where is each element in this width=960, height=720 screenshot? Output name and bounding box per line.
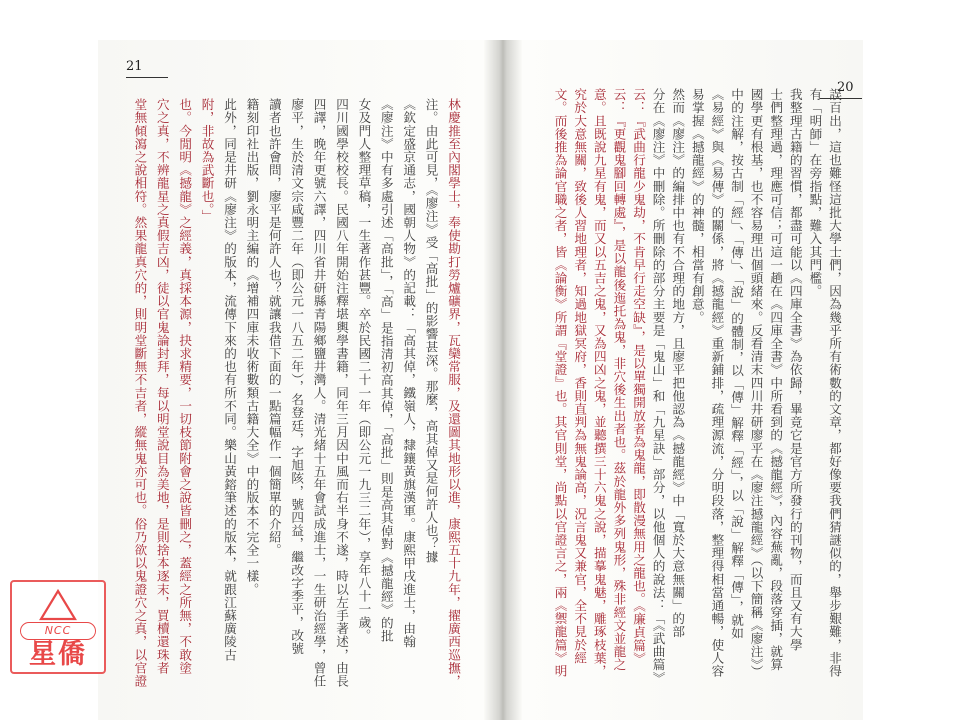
text-column: 國學更有根基，也不容易理出個頭緒來。反看清末四川井研廖平在《廖注撼龍經》（以下簡稱《廖注》）	[748, 88, 764, 678]
text-column: 《易經》與《易傳》的關係，將《撼龍經》重新鋪排，疏理源流，分明段落，整理得相當通暢，使人容	[709, 88, 725, 678]
text-column: 讀者也許會問，廖平是何許人也？就讓我借下面的一點篇幅作一個簡單的介紹。	[266, 98, 282, 557]
book-spread	[98, 40, 863, 720]
text-column: 女及門人整理草稿，一生著作甚豐。卒於民國二十一年（即公元一九三二年），享年八十一歲。	[356, 98, 372, 642]
text-column: 意。且既說九星有鬼，而又以五吉之鬼，又為四凶之鬼，並聽撰三十六鬼之說，描摹鬼魅，雕琢枝葉，	[591, 88, 607, 678]
page-number-left: 21	[126, 59, 143, 74]
text-column: 《欽定盛京通志，國朝人物》的記載：「高其倬，鐵嶺人，隸鑲黃旗漢軍。康熙甲戌進士，由翰	[401, 98, 417, 649]
text-column: 堂無傾瀉之說相符。然果龍真穴的，則明堂斷無不吉者，縱無鬼亦可也。俗乃欲以鬼證穴之真，以官證	[132, 98, 148, 688]
page-number-right: 20	[837, 80, 854, 95]
triangle-logo-icon	[38, 588, 78, 622]
text-column: 注。由此可見，《廖注》受「高批」的影響甚深。那麼，高其倬又是何許人也？據	[423, 98, 439, 564]
book-gutter	[484, 40, 522, 720]
left-page	[98, 40, 484, 720]
text-column: 籍刻印社出版，劉永明主編的《增補四庫未收術數類古籍大全》中的版本不完全一樣。	[244, 98, 260, 596]
text-column: 也。今閒明《撼龍》之經義，真採本源，抉求精要，一切枝節附會之說皆刪之，蓋經之所無，不敢塗	[177, 98, 193, 675]
text-column: 有「明師」在旁指點，難入其門檻。	[807, 88, 823, 298]
watermark-tag: NCC	[20, 622, 96, 640]
text-column: 我整理古籍的習慣，都盡可能以《四庫全書》為依歸，畢竟它是官方所發行的刊物，而且又有大學	[787, 88, 803, 652]
text-column: 然而《廖注》的編排中也有不合理的地方，且廖平把他認為《撼龍經》中「寬於大意無關」的部	[670, 88, 686, 639]
text-column: 易掌握《撼龍經》的神髓，相當有創意。	[689, 88, 705, 324]
right-page	[522, 40, 863, 720]
text-column: 文。而後推為論官職之者，皆《論衡》所謂『堂證』也。其官則堂，尚點以官證言之，兩《禦龍篇》明	[552, 88, 568, 678]
text-column: 四譯，晚年更號六譯，四川省井研縣青陽鄉鹽井灣人。清光緒十五年會試成進士，一生研治經學，曾任	[311, 98, 327, 688]
text-column: 《廖注》中有多處引述「高批」，「高」是指清初高其倬，「高批」則是高其倬對《撼龍經》的批	[378, 98, 394, 643]
header-rule-left	[126, 77, 168, 78]
text-column: 究於大意無關，致後人習地理者，知過地獄冥府，香則直判為無鬼論高，況言鬼又兼官，全不見於經	[572, 88, 588, 665]
text-column: 分在《廖注》中刪除。所刪除的部分主要是「鬼山」和「九星訣」部分，以他個人的說法：「《武曲篇》	[650, 88, 666, 685]
text-column: 云：『更觀鬼腳回轉處』，是以龍後迤托為鬼，非穴後生出者也。茲於龍外多列鬼形，殊非經文並龍之	[611, 88, 627, 672]
text-column: 廖平，生於清文宗咸豐二年（即公元一八五二年），名登廷，字旭陔，號四益，繼改字季平，改號	[289, 98, 305, 655]
text-column: 中的注解，按古制「經」、「傳」、「說」的體制，以「傳」解釋「經」，以「說」解釋「傳」，就如	[729, 88, 744, 640]
text-column: 穴之真，不辨龍星之真假吉凶，徒以官鬼論封拜，每以明堂說目為美地，是則捨本逐末，買櫝還珠者	[154, 98, 170, 675]
text-column: 林慶推至內閣學士，奉使勘打勞爐礦界，瓦欒常服，及還圖其地形以進，康熙五十九年，擢廣西巡撫，	[446, 98, 461, 688]
text-column: 附，非故為武斷也。」	[199, 98, 215, 223]
ncc-watermark-logo	[10, 580, 106, 674]
text-column: 云：『武曲行龍少鬼劫，不肯早行走空缺』，是以單獨開放者為鬼龍，即散漫無用之龍也。《廉貞篇》	[631, 88, 646, 665]
text-column: 此外，同是井研《廖注》的版本，流傳下來的也有所不同。樂山黃鎔筆述的版本，就跟江蘇廣陵古	[222, 98, 237, 662]
watermark-name: 星僑	[29, 639, 87, 670]
text-column: 誤百出，這也難怪這批大學士們，因為幾乎所有術數的文章，都好像要我們猜謎似的，舉步艱難，非得	[827, 88, 842, 678]
text-column: 士們整理過，理應可信；可這一趟在《四庫全書》中所看到的《撼龍經》，內容蕪亂，段落穿插，就算	[768, 88, 784, 672]
text-column: 四川國學校校長。民國八年開始注釋堪輿學書籍，同年三月因中風而右半身不遂，時以左手著述，由長	[334, 98, 349, 688]
